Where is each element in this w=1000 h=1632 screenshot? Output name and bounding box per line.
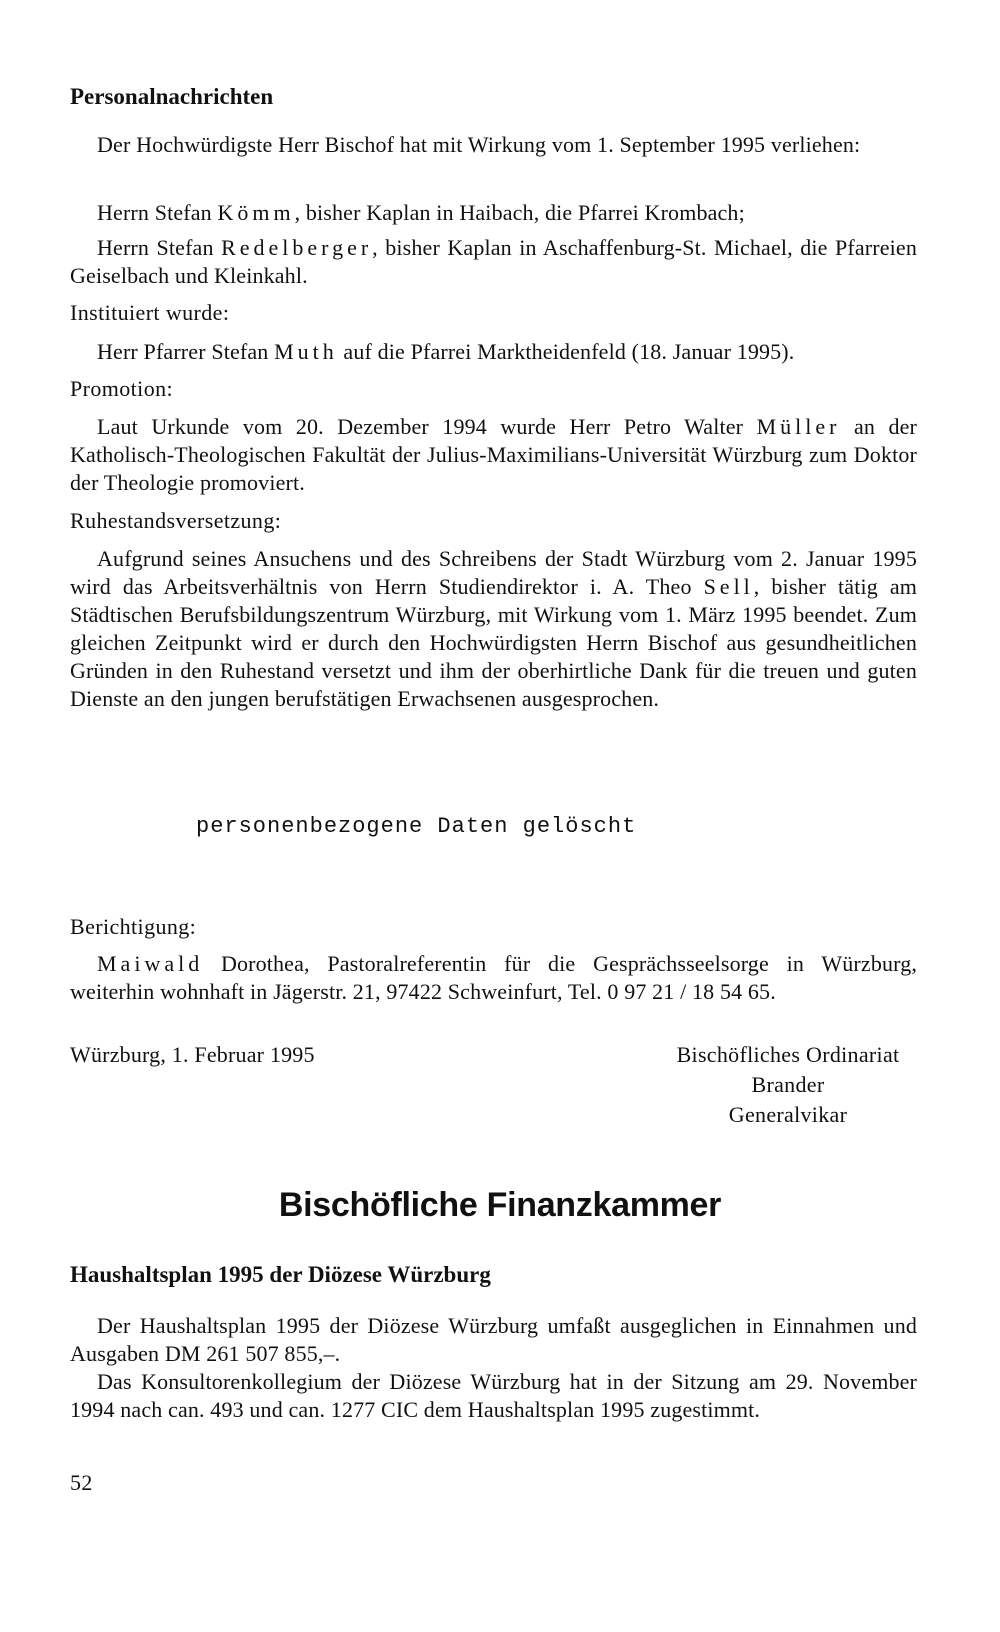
- entry-text: , bisher tätig am Städtischen Berufsbildungszentrum Würzburg, mit Wirkung vom 1. März 1995 beendet. Zum gleichen Zeitpunkt wird er durch den Hochwürdigsten Herrn Bischof aus gesundheitlichen Gründen in den Ruhestand versetzt und ihm der oberhirtliche Dank für die treuen und guten Dienste an den jungen berufstätigen Erwachsenen ausgesprochen.: [70, 574, 918, 711]
- instituiert-entry: [97, 338, 917, 366]
- person-name: Maiwald: [97, 951, 204, 976]
- ruhestand-label: Ruhestandsversetzung:: [70, 508, 282, 533]
- ruhestand-entry: [70, 545, 917, 713]
- redaction-note: personenbezogene Daten gelöscht: [196, 814, 637, 839]
- section-heading-personalnachrichten: Personalnachrichten: [70, 84, 274, 109]
- entry-text: , bisher Kaplan in Aschaffenburg-St. Michael, die Pfarreien Geiselbach und Kleinkahl.: [70, 235, 917, 288]
- haushaltsplan-paragraph-2: Das Konsultorenkollegium der Diözese Würzburg hat in der Sitzung am 29. November 1994 nach can. 493 und can. 1277 CIC dem Haushaltsplan 1995 zugestimmt.: [70, 1369, 917, 1422]
- entry-prefix: Herrn Stefan: [97, 200, 218, 225]
- section-title-finanzkammer: Bischöfliche Finanzkammer: [278, 1186, 722, 1224]
- appointment-intro: Der Hochwürdigste Herr Bischof hat mit Wirkung vom 1. September 1995 verliehen:: [97, 132, 861, 157]
- promotion-entry: [70, 413, 917, 497]
- signature-title: Generalvikar: [728, 1102, 848, 1127]
- section-heading-haushaltsplan: Haushaltsplan 1995 der Diözese Würzburg: [70, 1262, 491, 1287]
- berichtigung-label: Berichtigung:: [70, 914, 197, 939]
- entry-prefix: Aufgrund seines Ansuchens und des Schreibens der Stadt Würzburg vom 2. Januar 1995 wird das Arbeitsverhältnis von Herrn Studiendirektor i. A. Theo: [70, 546, 917, 599]
- person-name: Muth: [274, 339, 338, 364]
- entry-text: , bisher Kaplan in Haibach, die Pfarrei Krombach;: [294, 200, 745, 225]
- entry-prefix: Laut Urkunde vom 20. Dezember 1994 wurde Herr Petro Walter: [97, 414, 757, 439]
- person-name: Müller: [756, 414, 841, 439]
- instituiert-label: Instituiert wurde:: [70, 300, 230, 325]
- haushaltsplan-paragraph-1: Der Haushaltsplan 1995 der Diözese Würzburg umfaßt ausgeglichen in Einnahmen und Ausgaben DM 261 507 855,–.: [70, 1313, 917, 1366]
- appointment-entry-redelberger: [70, 234, 917, 290]
- place-date: Würzburg, 1. Februar 1995: [70, 1042, 315, 1067]
- berichtigung-entry: [70, 950, 917, 1006]
- signature-name: Brander: [751, 1072, 825, 1097]
- person-name: Kömm: [217, 200, 295, 225]
- promotion-label: Promotion:: [70, 376, 174, 401]
- signature-office: Bischöfliches Ordinariat: [676, 1042, 900, 1067]
- person-name: Sell: [703, 574, 754, 599]
- appointment-entry-koemm: [97, 199, 917, 227]
- page-number: 52: [70, 1470, 93, 1495]
- entry-text: an der Katholisch-Theologischen Fakultät der Julius-Maximilians-Universität Würzburg zum Doktor der Theologie promoviert.: [70, 414, 917, 495]
- entry-prefix: Herr Pfarrer Stefan: [97, 339, 275, 364]
- signature-block: [657, 1040, 919, 1130]
- entry-text: Dorothea, Pastoralreferentin für die Gesprächsseelsorge in Würzburg, weiterhin wohnhaft in Jägerstr. 21, 97422 Schweinfurt, Tel. 0 97 21 / 18 54 65.: [70, 951, 917, 1004]
- entry-text: auf die Pfarrei Marktheidenfeld (18. Januar 1995).: [337, 339, 795, 364]
- person-name: Redelberger: [221, 235, 373, 260]
- entry-prefix: Herrn Stefan: [97, 235, 222, 260]
